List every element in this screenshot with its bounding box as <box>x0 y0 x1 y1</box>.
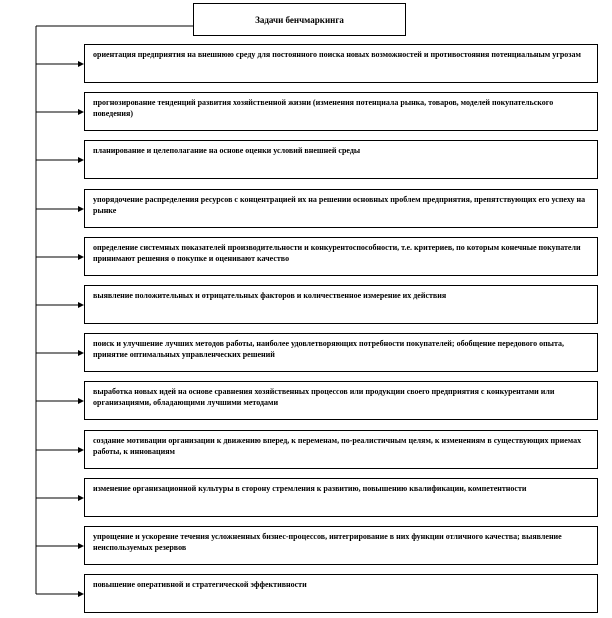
task-box <box>84 140 598 179</box>
task-text: поиск и улучшение лучших методов работы, наиболее удовлетворяющих потребности покупателей; обобщение передового опыта, принятие оптимальных управленческих решений <box>93 339 565 359</box>
task-text: определение системных показателей производительности и конкурентоспособности, т.е. критериев, по которым конечные покупатели принимают решения о покупке и оценивают качество <box>93 243 581 263</box>
task-box <box>84 381 598 420</box>
task-text: создание мотивации организации к движению вперед, к переменам, по-реалистичным целям, к изменениям в существующих приемах работы, к инновациям <box>93 436 582 456</box>
task-box <box>84 285 598 324</box>
task-box <box>84 430 598 469</box>
task-text: упорядочение распределения ресурсов с концентрацией их на решении основных проблем предприятия, препятствующих его успеху на рынке <box>93 195 586 215</box>
task-text: изменение организационной культуры в сторону стремления к развитию, повышению квалификации, компетентности <box>93 484 527 493</box>
task-text: планирование и целеполагание на основе оценки условий внешней среды <box>93 146 361 155</box>
task-text: выявление положительных и отрицательных факторов и количественное измерение их действия <box>93 291 447 300</box>
task-text: ориентация предприятия на внешнюю среду для постоянного поиска новых возможностей и противостояния потенциальным угрозам <box>93 50 581 59</box>
title-box <box>193 3 406 36</box>
task-box <box>84 237 598 276</box>
task-text: выработка новых идей на основе сравнения хозяйственных процессов или продукции своего предприятия с конкурентами или организациями, обладающими лучшими методами <box>93 387 555 407</box>
task-box <box>84 44 598 83</box>
task-box <box>84 92 598 131</box>
task-box <box>84 333 598 372</box>
task-box <box>84 526 598 565</box>
task-text: прогнозирование тенденций развития хозяйственной жизни (изменения потенциала рынка, товаров, моделей покупательского поведения) <box>93 98 554 118</box>
task-box <box>84 574 598 613</box>
task-box <box>84 478 598 517</box>
diagram-title: Задачи бенчмаркинга <box>255 14 344 25</box>
task-text: повышение оперативной и стратегической эффективности <box>93 580 307 589</box>
task-text: упрощение и ускорение течения усложненных бизнес-процессов, интегрирование в них функции отличного качества; выявление неиспользуемых резервов <box>93 532 562 552</box>
task-box <box>84 189 598 228</box>
